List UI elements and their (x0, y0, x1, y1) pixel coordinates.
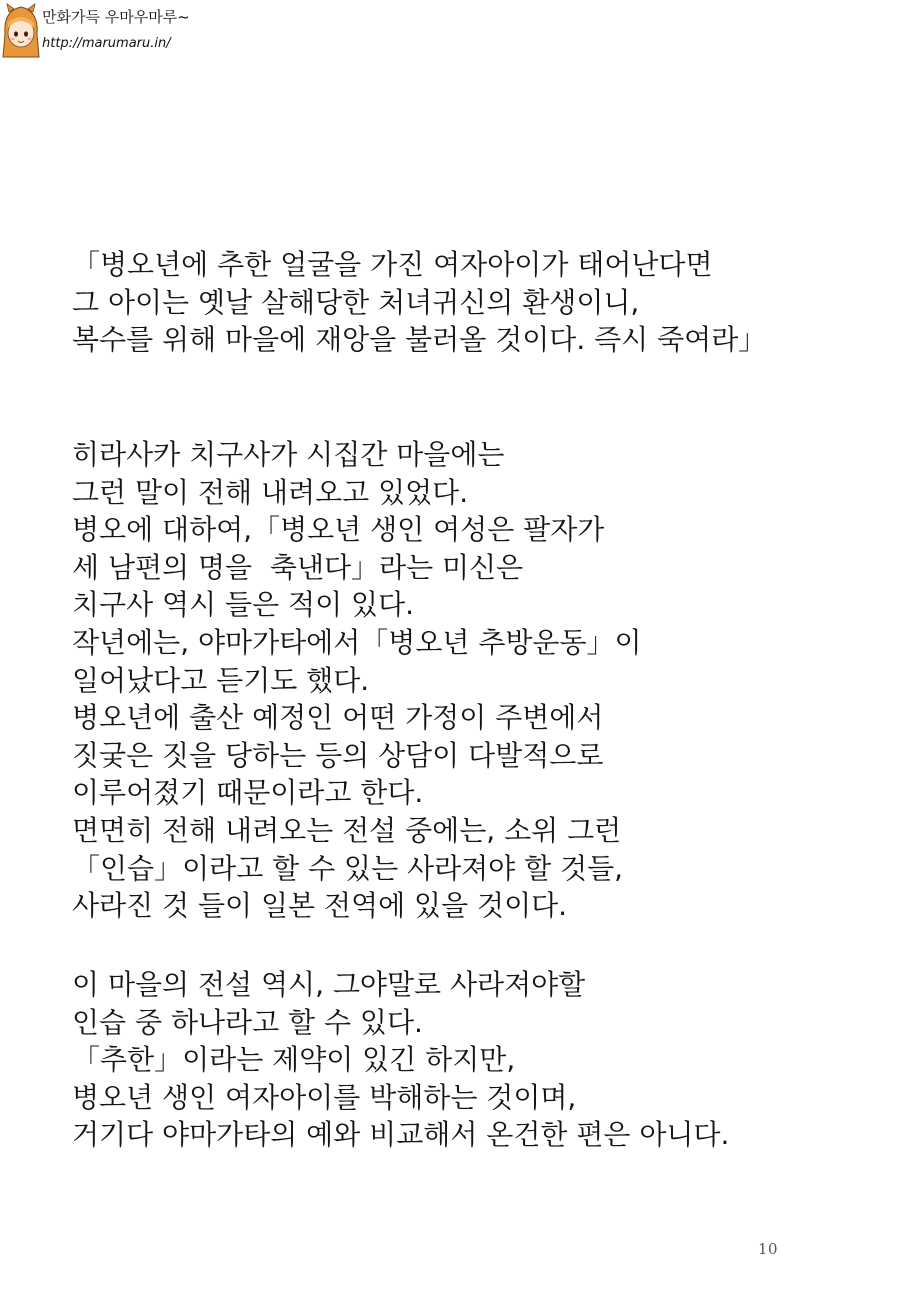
text-line: 세 남편의 명을 축낸다」라는 미신은 (72, 550, 524, 584)
text-line: 짓궂은 짓을 당하는 등의 상담이 다발적으로 (72, 738, 604, 772)
text-line: 히라사카 치구사가 시집간 마을에는 (72, 438, 505, 471)
watermark-url: http://marumaru.in/ (42, 36, 171, 51)
text-line: 사라진 것 들이 일본 전역에 있을 것이다. (72, 889, 568, 923)
page-number: 10 (758, 1240, 779, 1258)
text-line: 병오에 대하여,「병오년 생인 여성은 팔자가 (72, 513, 605, 547)
mascot-icon (1, 2, 41, 58)
text-line: 인습 중 하나라고 할 수 있다. (72, 1005, 423, 1039)
text-line: 「병오년에 추한 얼굴을 가진 여자아이가 태어난다면 (72, 248, 713, 281)
text-line: 「인습」이라고 할 수 있는 사라져야 할 것들, (72, 851, 624, 885)
paragraph-prophecy (72, 246, 766, 359)
text-line: 그런 말이 전해 내려오고 있었다. (72, 475, 469, 509)
text-line: 일어났다고 듣기도 했다. (72, 663, 370, 697)
text-line: 「추한」이라는 제약이 있긴 하지만, (72, 1043, 516, 1077)
text-line: 면면히 전해 내려오는 전설 중에는, 소위 그런 (72, 813, 622, 847)
text-line: 병오년에 출산 예정인 어떤 가정이 주변에서 (72, 701, 604, 735)
watermark-title: 만화가득 우마우마루~ (42, 8, 190, 26)
text-line: 이루어졌기 때문이라고 한다. (72, 776, 424, 810)
text-line: 이 마을의 전설 역시, 그야말로 사라져야할 (72, 968, 586, 1001)
text-line: 그 아이는 옛날 살해당한 처녀귀신의 환생이니, (72, 285, 640, 319)
paragraph-village-legend (72, 436, 642, 925)
text-line: 복수를 위해 마을에 재앙을 불러올 것이다. 즉시 죽여라」 (72, 323, 767, 357)
text-line: 거기다 야마가타의 예와 비교해서 온건한 편은 아니다. (72, 1118, 730, 1152)
text-line: 치구사 역시 들은 적이 있다. (72, 588, 415, 622)
watermark (0, 0, 200, 60)
text-line: 작년에는, 야마가타에서「병오년 추방운동」이 (72, 625, 642, 659)
paragraph-conclusion (72, 966, 729, 1154)
text-line: 병오년 생인 여자아이를 박해하는 것이며, (72, 1080, 577, 1114)
